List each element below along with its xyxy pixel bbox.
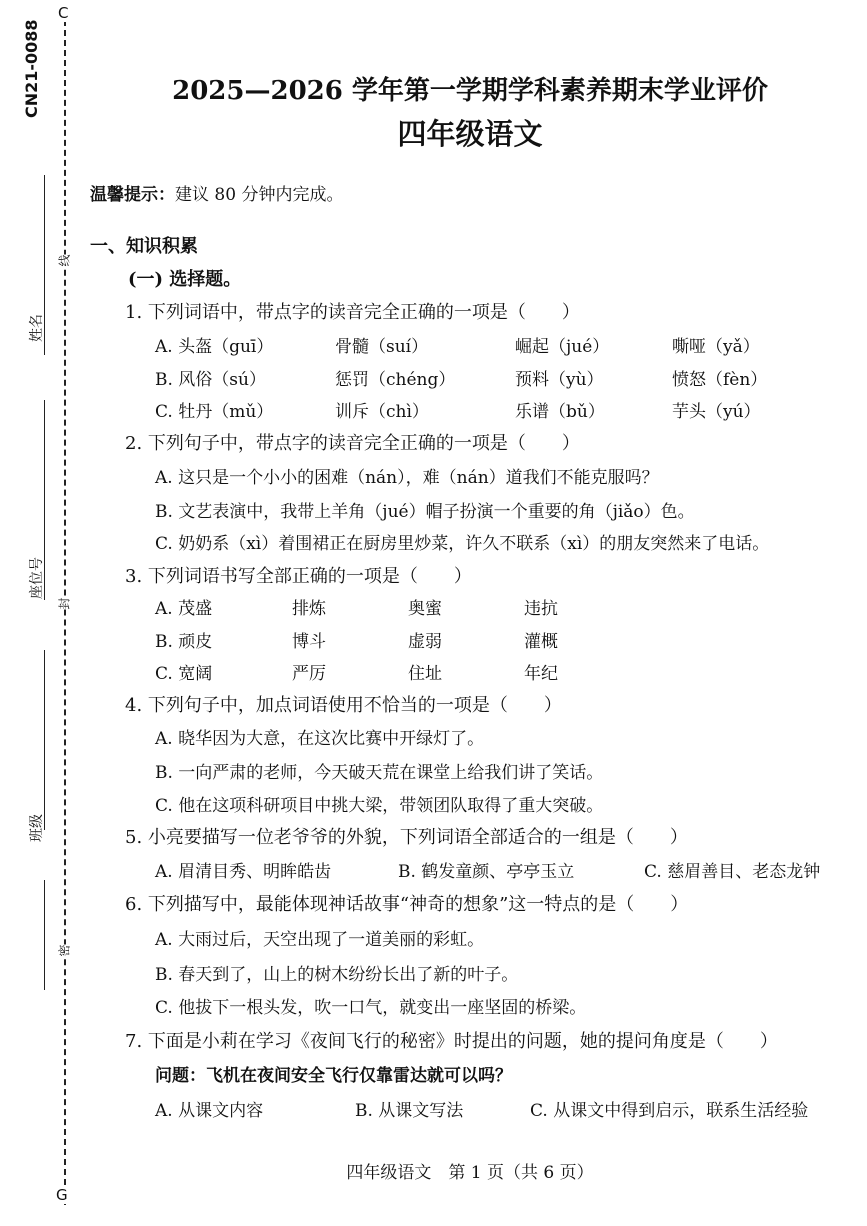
q1-b-2: 惩罚（chéng）	[335, 370, 456, 390]
paper-code: CN21-0088	[22, 19, 41, 118]
q6-option-a: A. 大雨过后，天空出现了一道美丽的彩虹。	[155, 930, 485, 950]
q4-option-a: A. 晓华因为大意，在这次比赛中开绿灯了。	[155, 729, 485, 749]
q6-stem: 6. 下列描写中，最能体现神话故事“神奇的想象”这一特点的是（ ）	[125, 894, 689, 915]
q3-c-3: 住址	[408, 664, 442, 684]
q7-stem: 7. 下面是小莉在学习《夜间飞行的秘密》时提出的问题，她的提问角度是（ ）	[125, 1031, 778, 1052]
q3-a-4: 违抗	[524, 599, 558, 619]
q5-option-b: B. 鹤发童颜、亭亭玉立	[398, 862, 575, 882]
cut-word-seal: 封	[54, 597, 75, 609]
q3-a-2: 排炼	[292, 599, 326, 619]
cut-word-secret: 密	[54, 944, 75, 956]
q6-option-c: C. 他拔下一根头发，吹一口气，就变出一座坚固的桥梁。	[155, 998, 587, 1018]
q5-option-a: A. 眉清目秀、明眸皓齿	[155, 862, 332, 882]
exam-subtitle: 四年级语文	[397, 117, 543, 151]
q1-c-1: C. 牡丹（mǔ）	[155, 402, 274, 422]
q6-option-b: B. 春天到了，山上的树木纷纷长出了新的叶子。	[155, 965, 519, 985]
q3-b-3: 虚弱	[408, 632, 442, 652]
q4-stem: 4. 下列句子中，加点词语使用不恰当的一项是（ ）	[125, 695, 562, 716]
q3-a-1: A. 茂盛	[155, 599, 213, 619]
q7-question	[155, 1061, 512, 1086]
q1-c-4: 芋头（yú）	[672, 402, 761, 422]
q1-a-2: 骨髓（suí）	[335, 337, 429, 357]
name-label: 姓名	[29, 314, 45, 342]
tip	[90, 180, 343, 205]
q3-b-4: 灌概	[524, 632, 558, 652]
q1-a-4: 嘶哑（yǎ）	[672, 337, 760, 357]
q1-stem: 1. 下列词语中，带点字的读音完全正确的一项是（ ）	[125, 302, 580, 323]
tip-text: 建议 80 分钟内完成。	[175, 185, 344, 205]
q5-option-c: C. 慈眉善目、老态龙钟	[644, 862, 821, 882]
q1-b-4: 愤怒（fèn）	[672, 370, 768, 390]
q2-option-a: A. 这只是一个小小的困难（nán），难（nán）道我们不能克服吗？	[155, 468, 659, 488]
margin-mark-top: C	[58, 4, 69, 22]
q2-option-c: C. 奶奶系（xì）着围裙正在厨房里炒菜，许久不联系（xì）的朋友突然来了电话。	[155, 534, 770, 554]
section-title: 一、知识积累	[90, 236, 198, 257]
q3-b-1: B. 顽皮	[155, 632, 213, 652]
class-label: 班级	[29, 814, 45, 842]
subsection-title: (一) 选择题。	[128, 269, 242, 290]
q3-a-3: 奥蜜	[408, 599, 442, 619]
q2-stem: 2. 下列句子中，带点字的读音完全正确的一项是（ ）	[125, 433, 580, 454]
q7-option-c: C. 从课文中得到启示，联系生活经验	[530, 1101, 809, 1121]
q7-option-b: B. 从课文写法	[355, 1101, 464, 1121]
q3-stem: 3. 下列词语书写全部正确的一项是（ ）	[125, 566, 472, 587]
q7-question-text: 问题：飞机在夜间安全飞行仅靠雷达就可以吗？	[155, 1066, 512, 1086]
q1-b-1: B. 风俗（sú）	[155, 370, 266, 390]
q4-option-c: C. 他在这项科研项目中挑大梁，带领团队取得了重大突破。	[155, 796, 604, 816]
class-line	[44, 650, 45, 830]
q3-c-2: 严厉	[292, 664, 326, 684]
tip-label: 温馨提示：	[90, 185, 175, 205]
extra-line	[44, 880, 45, 990]
q3-c-4: 年纪	[524, 664, 558, 684]
seat-label: 座位号	[29, 557, 45, 599]
q1-c-3: 乐谱（bǔ）	[515, 402, 605, 422]
q1-c-2: 训斥（chì）	[335, 402, 429, 422]
q7-option-a: A. 从课文内容	[155, 1101, 264, 1121]
q1-a-3: 崛起（jué）	[515, 337, 610, 357]
exam-title: 2025—2026 学年第一学期学科素养期末学业评价	[172, 76, 768, 106]
q1-a-1: A. 头盔（guī）	[155, 337, 274, 357]
cut-word-line: 线	[54, 254, 75, 266]
q1-b-3: 预料（yù）	[515, 370, 604, 390]
q4-option-b: B. 一向严肃的老师，今天破天荒在课堂上给我们讲了笑话。	[155, 763, 604, 783]
q2-option-b: B. 文艺表演中，我带上羊角（jué）帽子扮演一个重要的角（jiǎo）色。	[155, 502, 695, 522]
q5-stem: 5. 小亮要描写一位老爷爷的外貌，下列词语全部适合的一组是（ ）	[125, 827, 688, 848]
q3-c-1: C. 宽阔	[155, 664, 213, 684]
page-footer: 四年级语文 第 1 页（共 6 页）	[346, 1163, 594, 1183]
margin-mark-bottom: G	[56, 1186, 68, 1204]
q3-b-2: 博斗	[292, 632, 326, 652]
